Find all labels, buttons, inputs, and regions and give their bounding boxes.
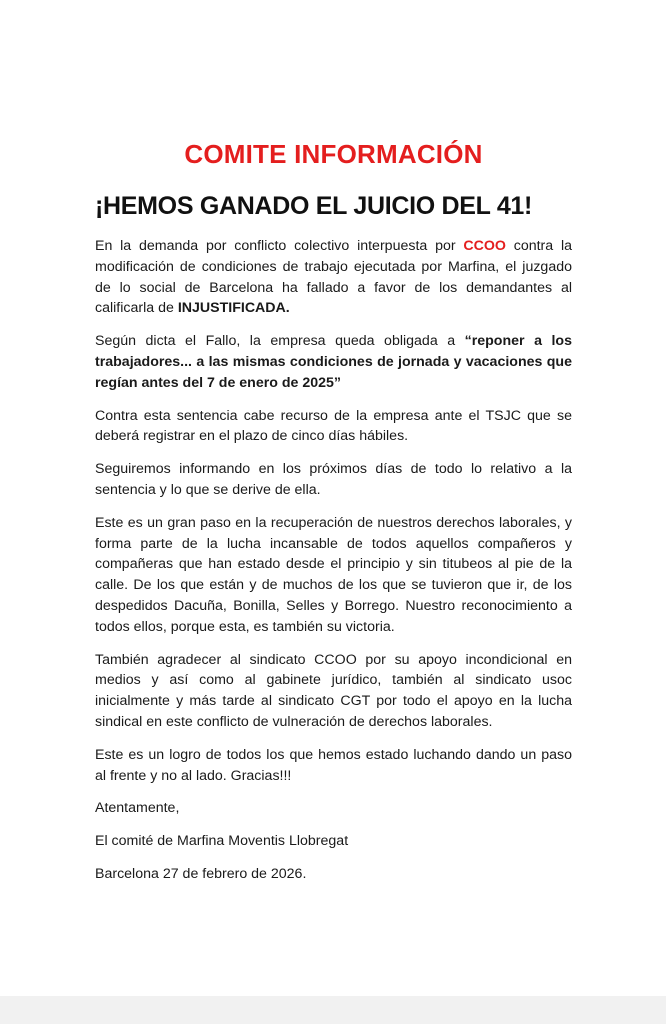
headline: ¡HEMOS GANADO EL JUICIO DEL 41! (95, 192, 533, 220)
paragraph-logro: Este es un logro de todos los que hemos estado luchando dando un paso al frente y no al lado. Gracias!!! (95, 746, 572, 784)
paragraph-agradecimientos: También agradecer al sindicato CCOO por su apoyo incondicional en medios y así como al gabinete jurídico, también al sindicato usoc inicialmente y más tarde al sindicato CGT por todo el apoyo en la lucha sindical en este conflicto de vulneración de derechos laborales. (95, 651, 572, 730)
bottom-bar (0, 996, 666, 1024)
paragraph-demanda-text: En la demanda por conflicto colectivo interpuesta por (95, 238, 464, 254)
paragraph-demanda-text-2: contra la modificación de condiciones de trabajo ejecutada por Marfina, el juzgado de lo social de Barcelona ha fallado a favor de los demandantes al calificarla de (95, 238, 573, 317)
paragraph-gran-paso: Este es un gran paso en la recuperación de nuestros derechos laborales, y forma parte de la lucha incansable de todos aquellos compañeros y compañeras que han estado desde el principio y sin titubeos al pie de la calle. De los que están y de muchos de los que se tuvieron que ir, de los despedidos Dacuña, Bonilla, Selles y Borrego. Nuestro reconocimiento a todos ellos, porque esta, es también su victoria. (95, 514, 572, 635)
page-title: COMITE INFORMACIÓN (184, 139, 483, 169)
paragraph-recurso: Contra esta sentencia cabe recurso de la empresa ante el TSJC que se deberá registrar en el plazo de cinco días hábiles. (95, 407, 572, 445)
signature: El comité de Marfina Moventis Llobregat (95, 833, 349, 850)
union-name-ccoo: CCOO (463, 238, 506, 254)
paragraph-fallo (95, 331, 572, 393)
document-content (95, 138, 572, 885)
verdict-text: INJUSTIFICADA. (177, 300, 290, 317)
date-line: Barcelona 27 de febrero de 2026. (95, 865, 307, 882)
fallo-quote: “reponer a los trabajadores... a las mismas condiciones de jornada y vacaciones que regían antes del 7 de enero de 2025” (95, 333, 572, 391)
closing: Atentamente, (95, 800, 180, 817)
paragraph-fallo-text: Según dicta el Fallo, la empresa queda obligada a (95, 333, 465, 350)
paragraph-informando: Seguiremos informando en los próximos días de todo lo relativo a la sentencia y lo que se derive de ella. (95, 461, 572, 498)
paragraph-demanda (95, 236, 572, 319)
